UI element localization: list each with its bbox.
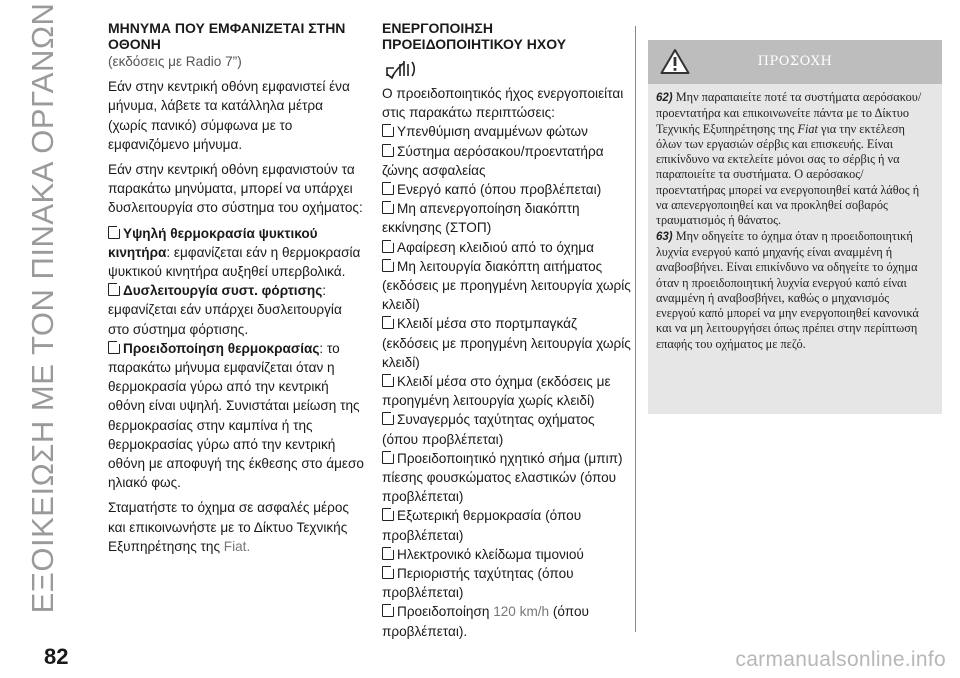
paragraph-stop-vehicle <box>108 498 364 556</box>
warning-box <box>648 40 942 414</box>
checkbox-icon <box>382 566 394 579</box>
checkbox-icon <box>382 451 394 464</box>
page-number: 82 <box>44 644 69 669</box>
item-text: Ενεργό καπό (όπου προβλέπεται) <box>397 182 602 198</box>
checkbox-icon <box>382 547 394 560</box>
note-number: 62) <box>656 92 673 104</box>
note-number: 63) <box>656 230 673 243</box>
list-item <box>382 257 632 315</box>
item-text: Μη λειτουργία διακόπτη αιτήματος (εκδόσεις με προηγμένη λειτουργία χωρίς κλειδί) <box>382 258 631 313</box>
speed-value: 120 km/h <box>493 604 550 620</box>
watermark: carmanualsonline.info <box>735 648 946 671</box>
warning-body <box>648 84 942 352</box>
side-section-title <box>0 0 86 614</box>
warning-header <box>648 40 942 84</box>
item-text: Συναγερμός ταχύτητας οχήματος (όπου προβλέπεται) <box>382 412 595 447</box>
checkbox-icon <box>108 341 120 354</box>
checkbox-icon <box>382 412 394 425</box>
checkbox-icon <box>382 259 394 272</box>
paragraph-intro: Εάν στην κεντρική οθόνη εμφανιστεί ένα μήνυμα, λάβετε τα κατάλληλα μέτρα (χωρίς πανικό) σύμφωνα με το εμφανιζόμενο μήνυμα. <box>108 79 350 152</box>
checkbox-icon <box>382 124 394 137</box>
item-text: : το παρακάτω μήνυμα εμφανίζεται όταν η θερμοκρασία γύρω από την κεντρική οθόνη είναι υψηλή. Συνιστάται μείωση της θερμοκρασίας στην καμπίνα ή της θερμοκρασίας γύρω από την κεντρική οθόνη με αποφυγή της έκθεσης στο άμεσο ηλιακό φως. <box>108 340 364 491</box>
list-item-speed-warning <box>382 602 632 640</box>
note-text: Μην παραπαιείτε ποτέ τα συστήματα αερόσακου/προεντατήρα και επικοινωνείτε πάντα με το Δίκτυο Τεχνικής Εξυπηρέτησης της <box>656 90 922 136</box>
item-bold-label: Δυσλειτουργία συστ. φόρτισης <box>123 283 323 299</box>
checkbox-icon <box>108 226 120 239</box>
item-text: (όπου προβλέπεται). <box>382 604 589 639</box>
section-heading-warning-sound: ΕΝΕΡΓΟΠΟΙΗΣΗ ΠΡΟΕΙΔΟΠΟΙΗΤΙΚΟΥ ΗΧΟΥ <box>382 20 567 52</box>
item-bold-label: Προειδοποίηση θερμοκρασίας <box>123 340 320 356</box>
item-text: : εμφανίζεται εάν υπάρχει δυσλειτουργία στο σύστημα φόρτισης. <box>108 283 342 337</box>
item-text: Υπενθύμιση αναμμένων φώτων <box>397 124 588 140</box>
item-text: Περιοριστής ταχύτητας (όπου προβλέπεται) <box>382 566 574 601</box>
checkbox-icon <box>382 374 394 387</box>
list-item-charging-fault <box>108 281 364 339</box>
item-text: : εμφανίζεται εάν η θερμοκρασία ψυκτικού κινητήρα αυξηθεί υπερβολικά. <box>108 244 361 280</box>
item-text: Κλειδί μέσα στο πορτμπαγκάζ (εκδόσεις με προηγμένη λειτουργία χωρίς κλειδί) <box>382 316 631 370</box>
list-item-temp-warning <box>108 339 364 493</box>
section-heading-display-message: ΜΗΝΥΜΑ ΠΟΥ ΕΜΦΑΝΙΖΕΤΑΙ ΣΤΗΝ ΟΘΟΝΗ <box>108 20 346 52</box>
checkbox-icon <box>108 283 120 296</box>
list-item <box>382 180 632 199</box>
stop-vehicle-text: Σταματήστε το όχημα σε ασφαλές μέρος και επικοινωνήστε με το Δίκτυο Τεχνικής Εξυπηρέτησης της <box>108 500 349 554</box>
checkbox-icon <box>382 508 394 521</box>
list-item <box>382 545 632 564</box>
item-text: Κλειδί μέσα στο όχημα (εκδόσεις με προηγμένη λειτουργία χωρίς κλειδί) <box>382 374 611 409</box>
paragraph-messages: Εάν στην κεντρική οθόνη εμφανιστούν τα παρακάτω μηνύματα, μπορεί να υπάρχει δυσλειτουργία στο σύστημα του οχήματος: <box>108 162 363 216</box>
list-item <box>382 314 632 372</box>
item-text: Ηλεκτρονικό κλείδωμα τιμονιού <box>397 546 584 562</box>
warning-sound-list <box>382 122 632 602</box>
checkbox-icon <box>382 240 394 253</box>
item-text: Σύστημα αερόσακου/προεντατήρα ζώνης ασφαλείας <box>382 143 604 178</box>
warning-sound-intro: Ο προειδοποιητικός ήχος ενεργοποιείται στις παρακάτω περιπτώσεις: <box>382 86 624 121</box>
item-bold-label: Υψηλή θερμοκρασία ψυκτικού κινητήρα <box>108 225 318 260</box>
item-text: Προειδοποιητικό ηχητικό σήμα (μπιπ) πίεσης φουσκώματος ελαστικών (όπου προβλέπεται) <box>382 450 623 505</box>
list-item <box>382 410 632 448</box>
item-text: Μη απενεργοποίηση διακόπτη εκκίνησης (ΣΤΟΠ) <box>382 201 580 236</box>
brand-name: Fiat <box>797 121 818 136</box>
checkbox-icon <box>382 182 394 195</box>
column-divider <box>635 26 636 632</box>
checkbox-icon <box>382 604 394 617</box>
checkbox-icon <box>382 201 394 214</box>
section-subheading: (εκδόσεις με Radio 7”) <box>108 54 242 69</box>
list-item <box>382 564 632 602</box>
list-item <box>382 142 632 180</box>
list-item <box>382 122 632 141</box>
item-text: Εξωτερική θερμοκρασία (όπου προβλέπεται) <box>382 508 582 543</box>
list-item <box>382 372 632 410</box>
item-text: Αφαίρεση κλειδιού από το όχημα <box>397 239 594 255</box>
warning-note-63 <box>656 229 930 352</box>
side-section-title-text: ΕΞΟΙΚΕΙΩΣΗ ΜΕ ΤΟΝ ΠΙΝΑΚΑ ΟΡΓΑΝΩΝ <box>25 2 60 614</box>
list-item <box>382 199 632 237</box>
list-item <box>382 238 632 257</box>
list-item <box>382 449 632 507</box>
note-text: για την εκτέλεση όλων των εργασιών σέρβις και επισκευής. Είναι επικίνδυνο να εκτελείτε μόνοι σας το σέρβις ή να παραποιείτε τα συστήματα. Ο αερόσακος/προεντατήρας μπορεί να ενεργοποιηθεί κατά λάθος ή να απενεργοποιηθεί και να προκληθεί σοβαρός τραυματισμός ή θάνατος. <box>656 121 920 228</box>
checkbox-icon <box>382 144 394 157</box>
checkbox-icon <box>382 316 394 329</box>
brand-name: Fiat. <box>223 538 251 554</box>
column-left <box>108 20 364 562</box>
list-item-coolant-temp <box>108 224 364 282</box>
warning-title: ΠΡΟΣΟΧΗ <box>757 54 833 69</box>
warning-note-62 <box>656 90 930 229</box>
speaker-beep-icon <box>384 58 632 80</box>
list-item <box>382 506 632 544</box>
column-middle <box>382 20 632 641</box>
item-text: Προειδοποίηση <box>397 604 490 620</box>
note-text: Μην οδηγείτε το όχημα όταν η προειδοποιητική λυχνία ενεργού καπό μηχανής είναι αναμμένη ή αναβοσβήνει. Είναι επικίνδυνο να οδηγείτε το όχημα όταν η προειδοποιητική λυχνία ενεργού καπό είναι αναμμένη ή αναβοσβήνει, καθώς ο μηχανισμός ενεργού καπό μπορεί να μην ενεργοποιηθεί κανονικά και να μη λειτουργήσει όπως πρέπει στην περίπτωση επαφής του οχήματος με πεζό. <box>656 228 919 351</box>
